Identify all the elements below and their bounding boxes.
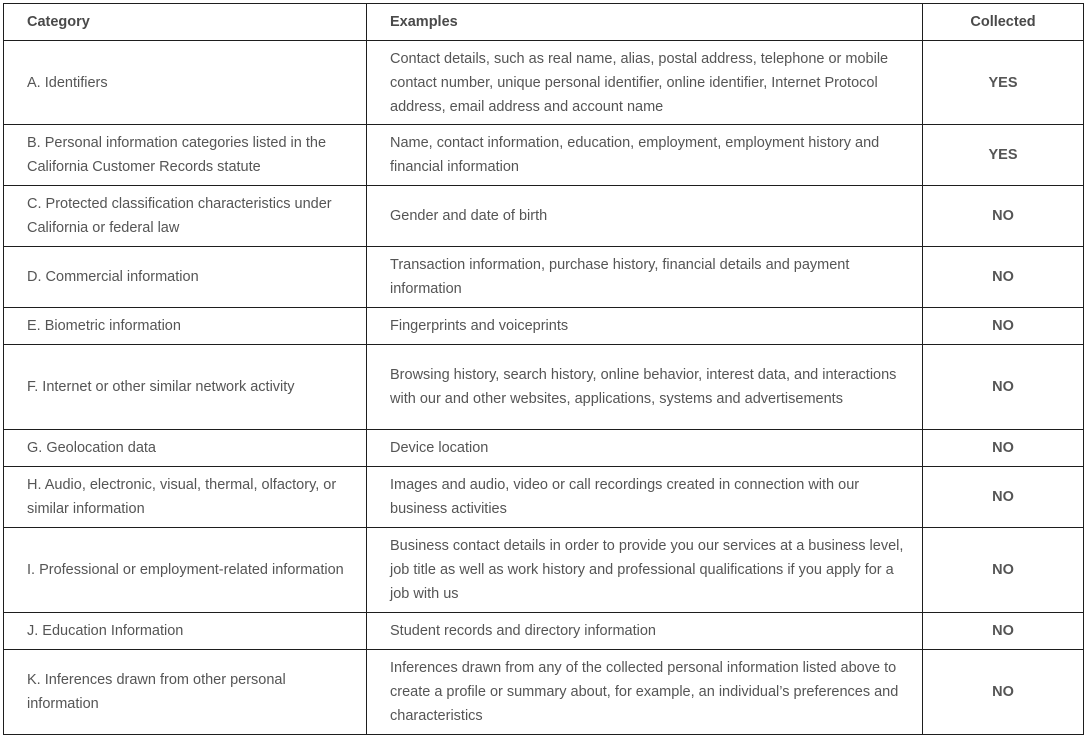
header-collected: Collected [923, 4, 1084, 41]
table-row [4, 430, 1084, 467]
table-row [4, 650, 1084, 735]
table-row [4, 308, 1084, 345]
category-cell: C. Protected classification characteristics under California or federal law [4, 186, 367, 247]
table-row [4, 613, 1084, 650]
collected-cell: NO [923, 650, 1084, 735]
category-cell: E. Biometric information [4, 308, 367, 345]
category-cell: D. Commercial information [4, 247, 367, 308]
table-row [4, 345, 1084, 430]
category-cell: H. Audio, electronic, visual, thermal, olfactory, or similar information [4, 467, 367, 528]
examples-cell: Contact details, such as real name, alias, postal address, telephone or mobile contact number, unique personal identifier, online identifier, Internet Protocol address, email address and account name [367, 41, 923, 125]
category-cell: A. Identifiers [4, 41, 367, 125]
examples-cell: Browsing history, search history, online behavior, interest data, and interactions with our and other websites, applications, systems and advertisements [367, 345, 923, 430]
examples-cell: Inferences drawn from any of the collected personal information listed above to create a profile or summary about, for example, an individual’s preferences and characteristics [367, 650, 923, 735]
examples-cell: Business contact details in order to provide you our services at a business level, job title as well as work history and professional qualifications if you apply for a job with us [367, 528, 923, 613]
category-cell: B. Personal information categories listed in the California Customer Records statute [4, 125, 367, 186]
table-row [4, 467, 1084, 528]
collected-cell: NO [923, 467, 1084, 528]
table-row [4, 247, 1084, 308]
collected-cell: YES [923, 41, 1084, 125]
personal-info-categories-table [3, 3, 1084, 735]
category-cell: G. Geolocation data [4, 430, 367, 467]
collected-cell: NO [923, 345, 1084, 430]
category-cell: F. Internet or other similar network activity [4, 345, 367, 430]
header-examples: Examples [367, 4, 923, 41]
examples-cell: Gender and date of birth [367, 186, 923, 247]
examples-cell: Fingerprints and voiceprints [367, 308, 923, 345]
table-header-row [4, 4, 1084, 41]
header-category: Category [4, 4, 367, 41]
examples-cell: Transaction information, purchase history, financial details and payment information [367, 247, 923, 308]
collected-cell: YES [923, 125, 1084, 186]
examples-cell: Device location [367, 430, 923, 467]
category-cell: K. Inferences drawn from other personal information [4, 650, 367, 735]
table-row [4, 125, 1084, 186]
table-row [4, 41, 1084, 125]
collected-cell: NO [923, 247, 1084, 308]
collected-cell: NO [923, 528, 1084, 613]
table-row [4, 528, 1084, 613]
examples-cell: Student records and directory information [367, 613, 923, 650]
table-row [4, 186, 1084, 247]
collected-cell: NO [923, 186, 1084, 247]
category-cell: J. Education Information [4, 613, 367, 650]
category-cell: I. Professional or employment-related information [4, 528, 367, 613]
collected-cell: NO [923, 308, 1084, 345]
examples-cell: Name, contact information, education, employment, employment history and financial information [367, 125, 923, 186]
examples-cell: Images and audio, video or call recordings created in connection with our business activities [367, 467, 923, 528]
collected-cell: NO [923, 613, 1084, 650]
collected-cell: NO [923, 430, 1084, 467]
